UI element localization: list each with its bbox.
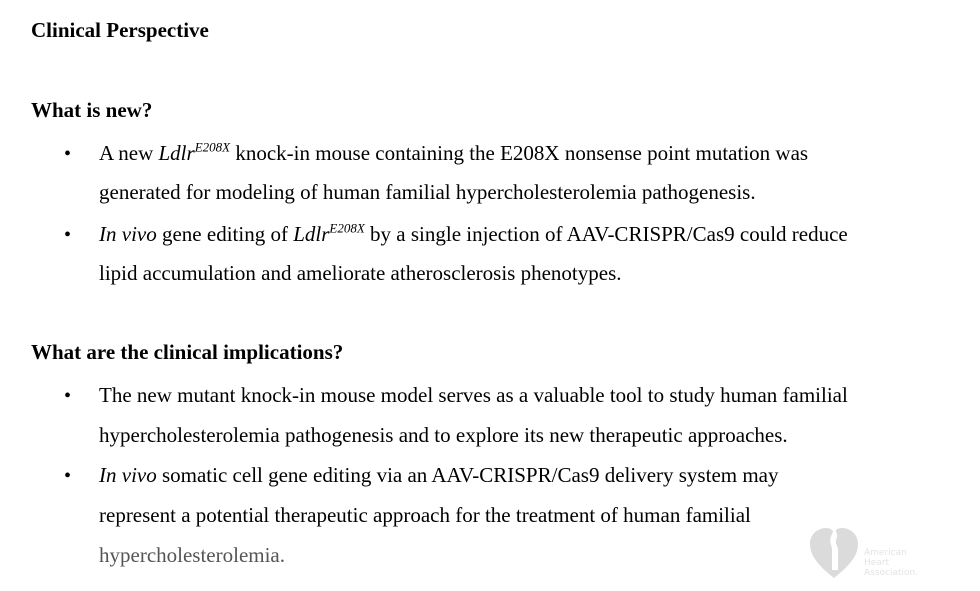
text-segment: A new [99, 141, 159, 165]
gene-superscript: E208X [194, 139, 231, 155]
section-heading-what-is-new: What is new? [31, 98, 153, 122]
heart-torch-logo-icon [808, 520, 860, 582]
bullet-3-line-2: hypercholesterolemia pathogenesis and to explore its new therapeutic approaches. [99, 423, 788, 447]
watermark-text: American Heart Association. [864, 548, 919, 578]
bullet-icon: • [64, 143, 72, 165]
gene-superscript: E208X [329, 220, 365, 236]
bullet-4-line-1 [99, 463, 779, 487]
gene-name: Ldlr [293, 222, 330, 246]
italic-term: In vivo [99, 222, 157, 246]
text-segment: gene editing of [156, 222, 294, 246]
bullet-icon: • [64, 465, 72, 487]
bullet-3-line-1: The new mutant knock-in mouse model serves as a valuable tool to study human familial [99, 383, 848, 407]
text-segment: by a single injection of AAV-CRISPR/Cas9 could reduce [364, 222, 848, 246]
aha-watermark-logo [808, 520, 938, 582]
italic-term: In vivo [99, 463, 157, 487]
text-segment: knock-in mouse containing the E208X nonsense point mutation was [230, 141, 809, 165]
bullet-2-line-1 [99, 222, 848, 246]
page-title: Clinical Perspective [31, 18, 209, 42]
bullet-4-line-2: represent a potential therapeutic approach for the treatment of human familial [99, 503, 751, 527]
bullet-4-line-3: hypercholesterolemia. [99, 543, 286, 567]
bullet-1-line-2: generated for modeling of human familial hypercholesterolemia pathogenesis. [99, 180, 756, 204]
gene-name: Ldlr [158, 141, 195, 165]
bullet-1-line-1 [99, 141, 808, 165]
section-heading-clinical-implications: What are the clinical implications? [31, 340, 344, 364]
bullet-icon: • [64, 224, 72, 246]
text-segment: somatic cell gene editing via an AAV-CRISPR/Cas9 delivery system may [156, 463, 779, 487]
bullet-2-line-2: lipid accumulation and ameliorate atherosclerosis phenotypes. [99, 261, 622, 285]
bullet-icon: • [64, 385, 72, 407]
